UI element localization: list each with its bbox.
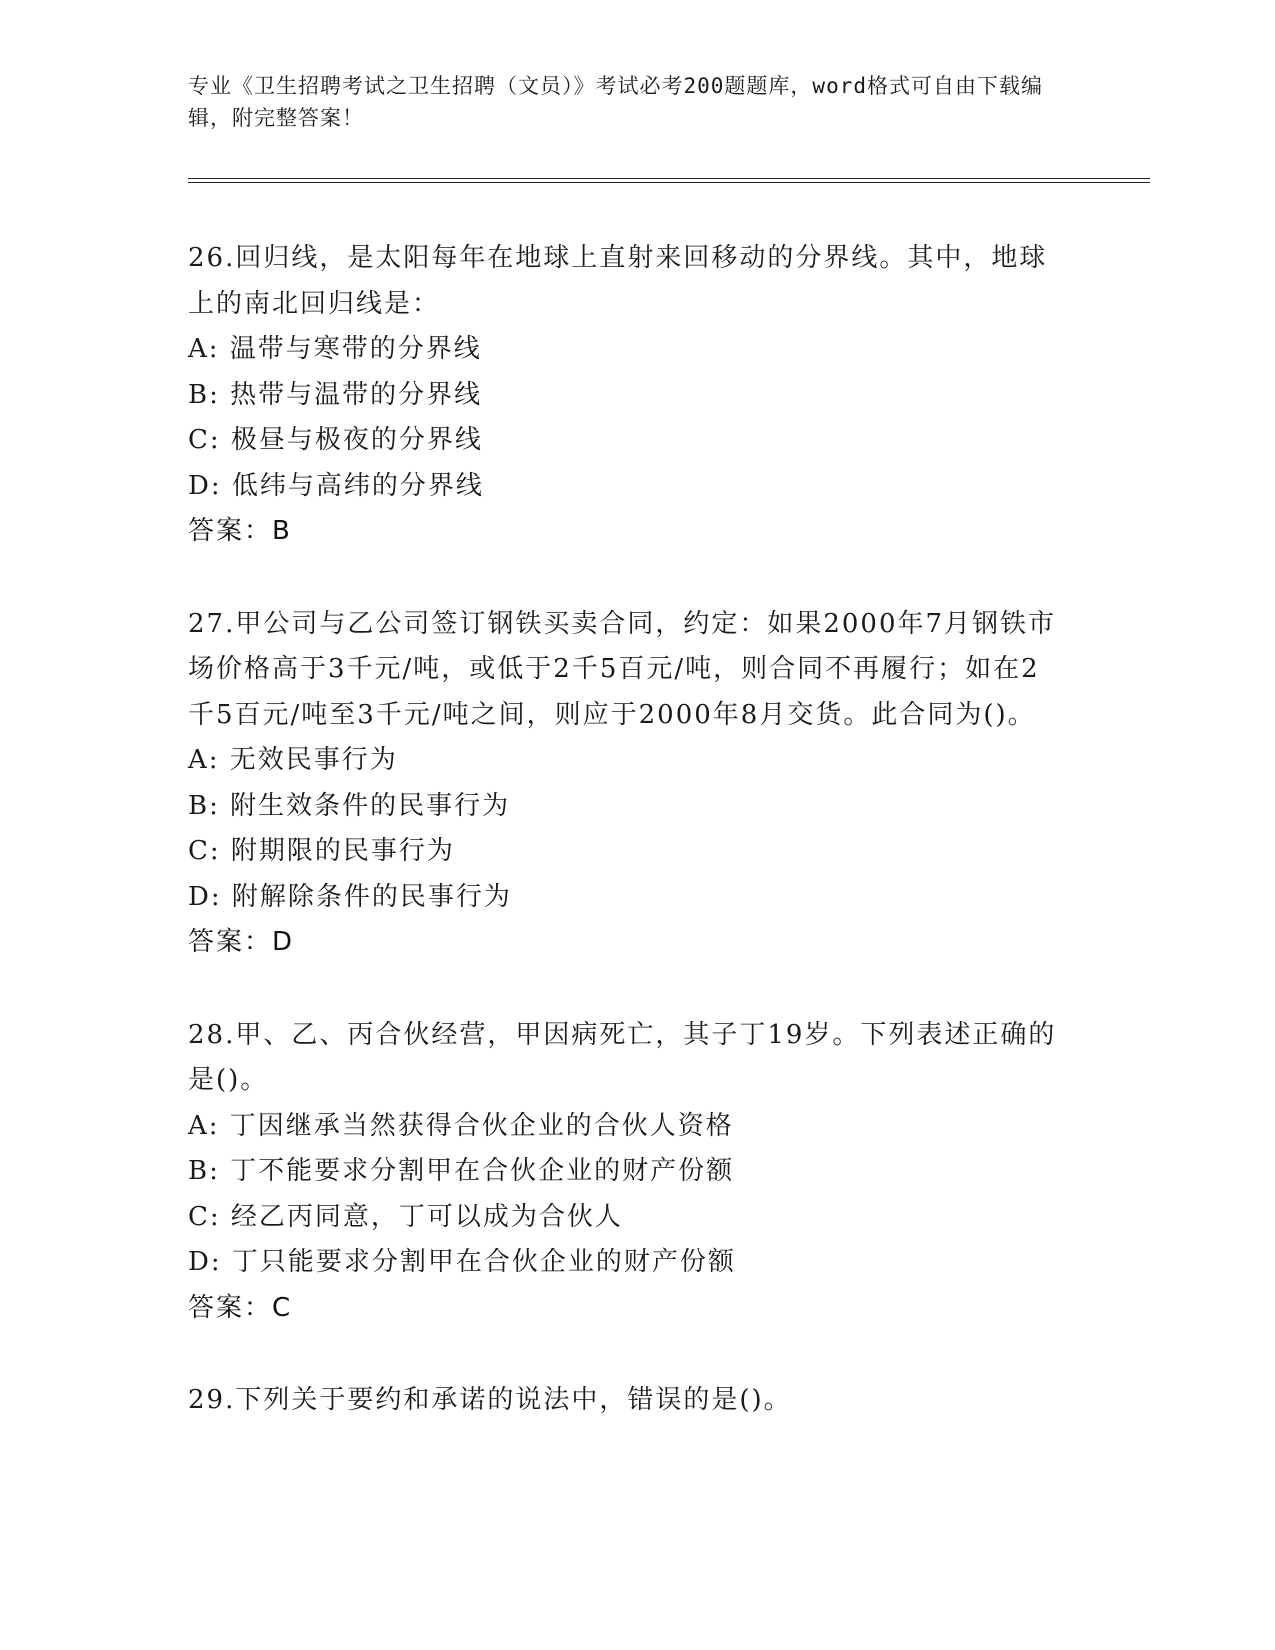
option-a: A: 无效民事行为: [188, 745, 398, 775]
question-28: [188, 1013, 1088, 1332]
document-header-intro: 专业《卫生招聘考试之卫生招聘（文员）》考试必考200题题库，word格式可自由下载编辑，附完整答案！: [188, 74, 1043, 130]
answer-label: 答案：C: [188, 1292, 293, 1323]
option-a: A: 温带与寒带的分界线: [188, 334, 482, 364]
question-stem: 26.回归线，是太阳每年在地球上直射来回移动的分界线。其中，地球上的南北回归线是：: [188, 243, 1048, 319]
option-c: C: 经乙丙同意，丁可以成为合伙人: [188, 1201, 623, 1232]
question-26: [188, 236, 1088, 555]
option-a: A: 丁因继承当然获得合伙企业的合伙人资格: [188, 1110, 734, 1141]
answer-label: 答案：D: [188, 927, 295, 957]
option-b: B: 热带与温带的分界线: [188, 379, 483, 410]
answer-label: 答案：B: [188, 516, 292, 546]
option-d: D: 丁只能要求分割甲在合伙企业的财产份额: [188, 1247, 736, 1277]
question-27: [188, 602, 1088, 966]
option-c: C: 极昼与极夜的分界线: [188, 425, 483, 455]
question-stem: 28.甲、乙、丙合伙经营，甲因病死亡，其子丁19岁。下列表述正确的是()。: [188, 1019, 1057, 1095]
option-b: B: 附生效条件的民事行为: [188, 790, 511, 821]
option-d: D: 低纬与高纬的分界线: [188, 470, 484, 501]
header-divider: [188, 178, 1150, 183]
option-c: C: 附期限的民事行为: [188, 836, 455, 866]
document-page: [188, 0, 1148, 1650]
option-b: B: 丁不能要求分割甲在合伙企业的财产份额: [188, 1156, 735, 1186]
question-stem: 29.下列关于要约和承诺的说法中，错误的是()。: [188, 1385, 792, 1415]
question-list: [188, 236, 1088, 1471]
question-29: [188, 1378, 1088, 1424]
question-stem: 27.甲公司与乙公司签订钢铁买卖合同，约定：如果2000年7月钢铁市场价格高于3千元/吨，或低于2千5百元/吨，则合同不再履行；如在2千5百元/吨至3千元/吨之间，则应于2000年8月交货。此合同为()。: [188, 608, 1057, 730]
option-d: D: 附解除条件的民事行为: [188, 881, 512, 912]
